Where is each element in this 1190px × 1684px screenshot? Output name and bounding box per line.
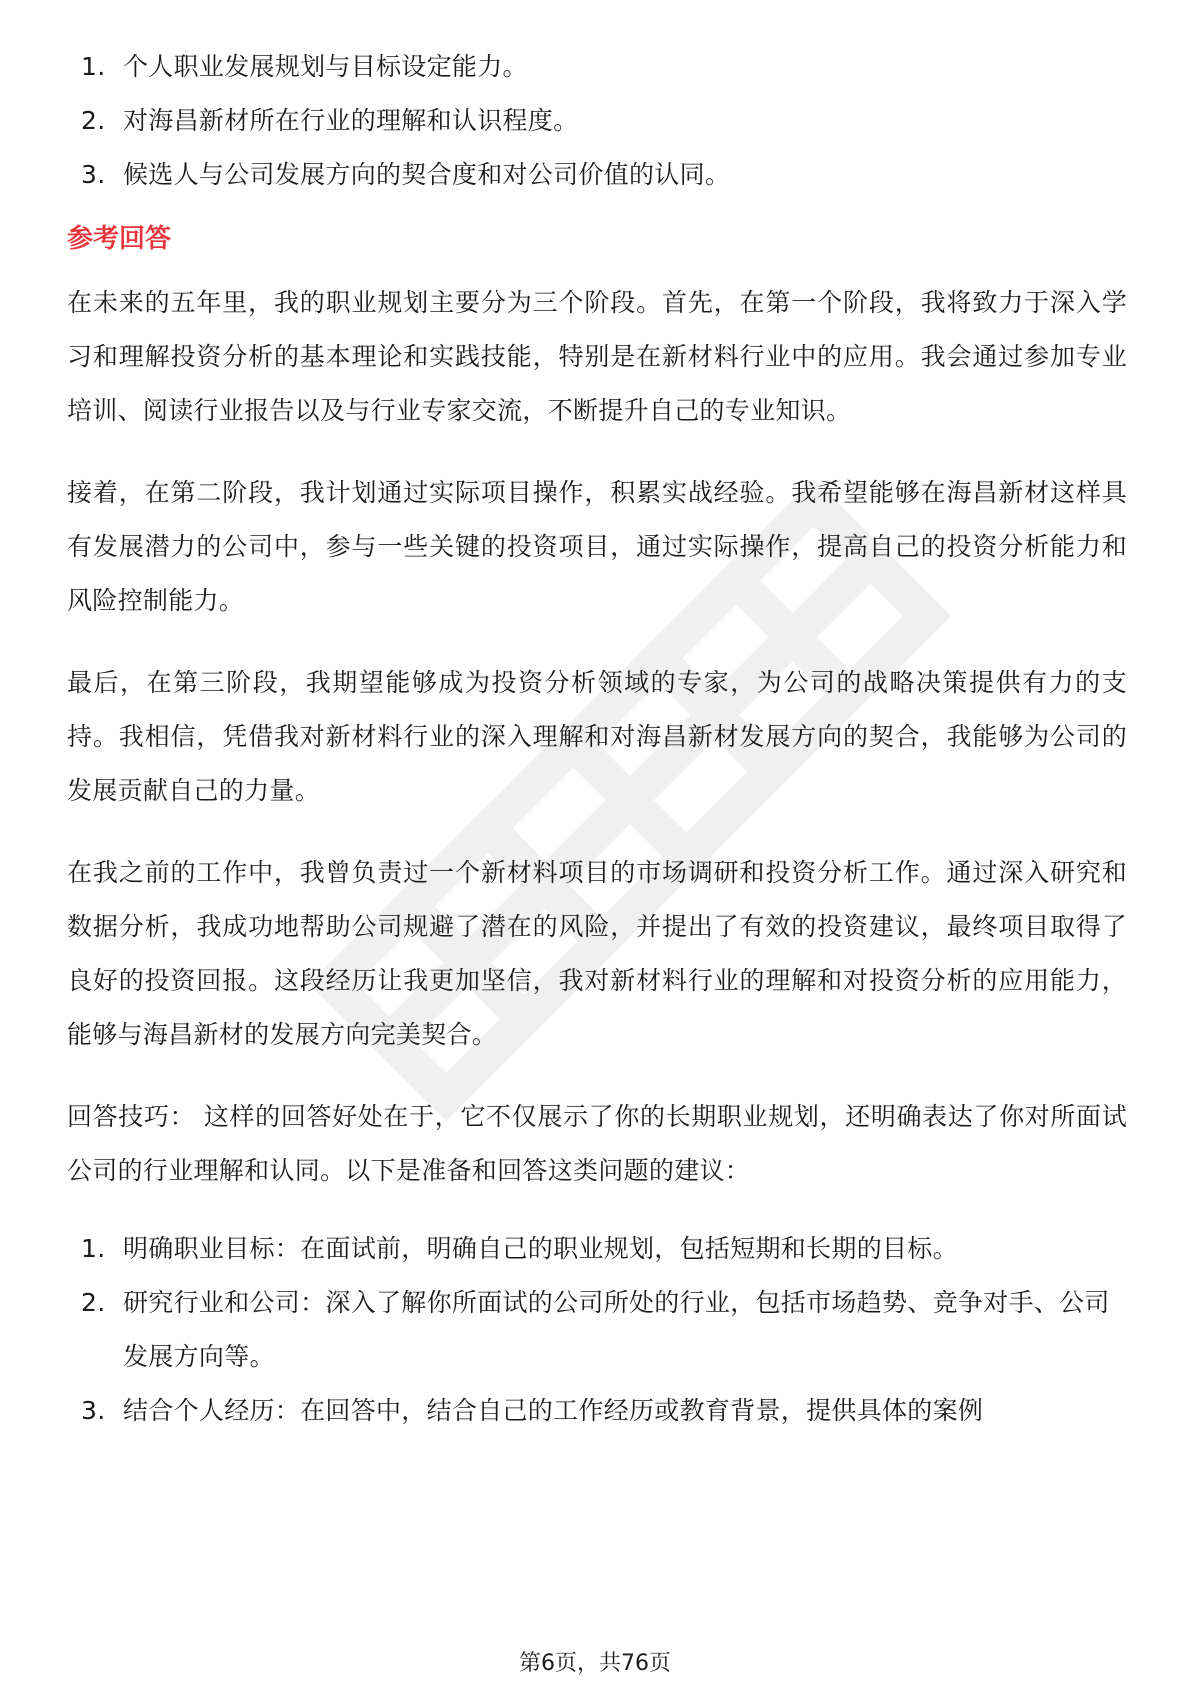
tips-list <box>67 1222 1127 1438</box>
list-text: 结合个人经历：在回答中，结合自己的工作经历或教育背景，提供具体的案例 <box>123 1396 984 1425</box>
list-item <box>67 1276 1127 1384</box>
answer-paragraph: 接着，在第二阶段，我计划通过实际项目操作，积累实战经验。我希望能够在海昌新材这样具有发展潜力的公司中，参与一些关键的投资项目，通过实际操作，提高自己的投资分析能力和风险控制能力。 <box>67 478 1127 615</box>
list-number: 2. <box>81 1288 106 1317</box>
list-text: 研究行业和公司：深入了解你所面试的公司所处的行业，包括市场趋势、竞争对手、公司发展方向等。 <box>123 1288 1110 1371</box>
page-number-footer: 第6页，共76页 <box>519 1651 671 1676</box>
list-item <box>67 1384 1127 1438</box>
list-number: 3. <box>81 160 106 189</box>
list-text: 明确职业目标：在面试前，明确自己的职业规划，包括短期和长期的目标。 <box>123 1234 958 1263</box>
list-item <box>67 94 1127 148</box>
evaluation-points-list <box>67 40 1127 202</box>
main-content <box>67 40 1127 1438</box>
list-number: 1. <box>81 1234 106 1263</box>
list-item <box>67 1222 1127 1276</box>
answer-paragraph: 在未来的五年里，我的职业规划主要分为三个阶段。首先，在第一个阶段，我将致力于深入学习和理解投资分析的基本理论和实践技能，特别是在新材料行业中的应用。我会通过参加专业培训、阅读行业报告以及与行业专家交流，不断提升自己的专业知识。 <box>67 288 1127 425</box>
list-text: 候选人与公司发展方向的契合度和对公司价值的认同。 <box>123 160 731 189</box>
list-text: 个人职业发展规划与目标设定能力。 <box>123 52 528 81</box>
answer-tips-paragraph: 回答技巧： 这样的回答好处在于，它不仅展示了你的长期职业规划，还明确表达了你对所面试公司的行业理解和认同。以下是准备和回答这类问题的建议： <box>67 1102 1127 1185</box>
list-text: 对海昌新材所在行业的理解和认识程度。 <box>123 106 579 135</box>
list-number: 2. <box>81 106 106 135</box>
list-item <box>67 40 1127 94</box>
list-item <box>67 148 1127 202</box>
answer-paragraph: 最后，在第三阶段，我期望能够成为投资分析领域的专家，为公司的战略决策提供有力的支持。我相信，凭借我对新材料行业的深入理解和对海昌新材发展方向的契合，我能够为公司的发展贡献自己的力量。 <box>67 668 1127 805</box>
section-heading: 参考回答 <box>67 224 172 254</box>
list-number: 1. <box>81 52 106 81</box>
list-number: 3. <box>81 1396 106 1425</box>
answer-paragraph: 在我之前的工作中，我曾负责过一个新材料项目的市场调研和投资分析工作。通过深入研究和数据分析，我成功地帮助公司规避了潜在的风险，并提出了有效的投资建议，最终项目取得了良好的投资回报。这段经历让我更加坚信，我对新材料行业的理解和对投资分析的应用能力，能够与海昌新材的发展方向完美契合。 <box>67 858 1127 1049</box>
